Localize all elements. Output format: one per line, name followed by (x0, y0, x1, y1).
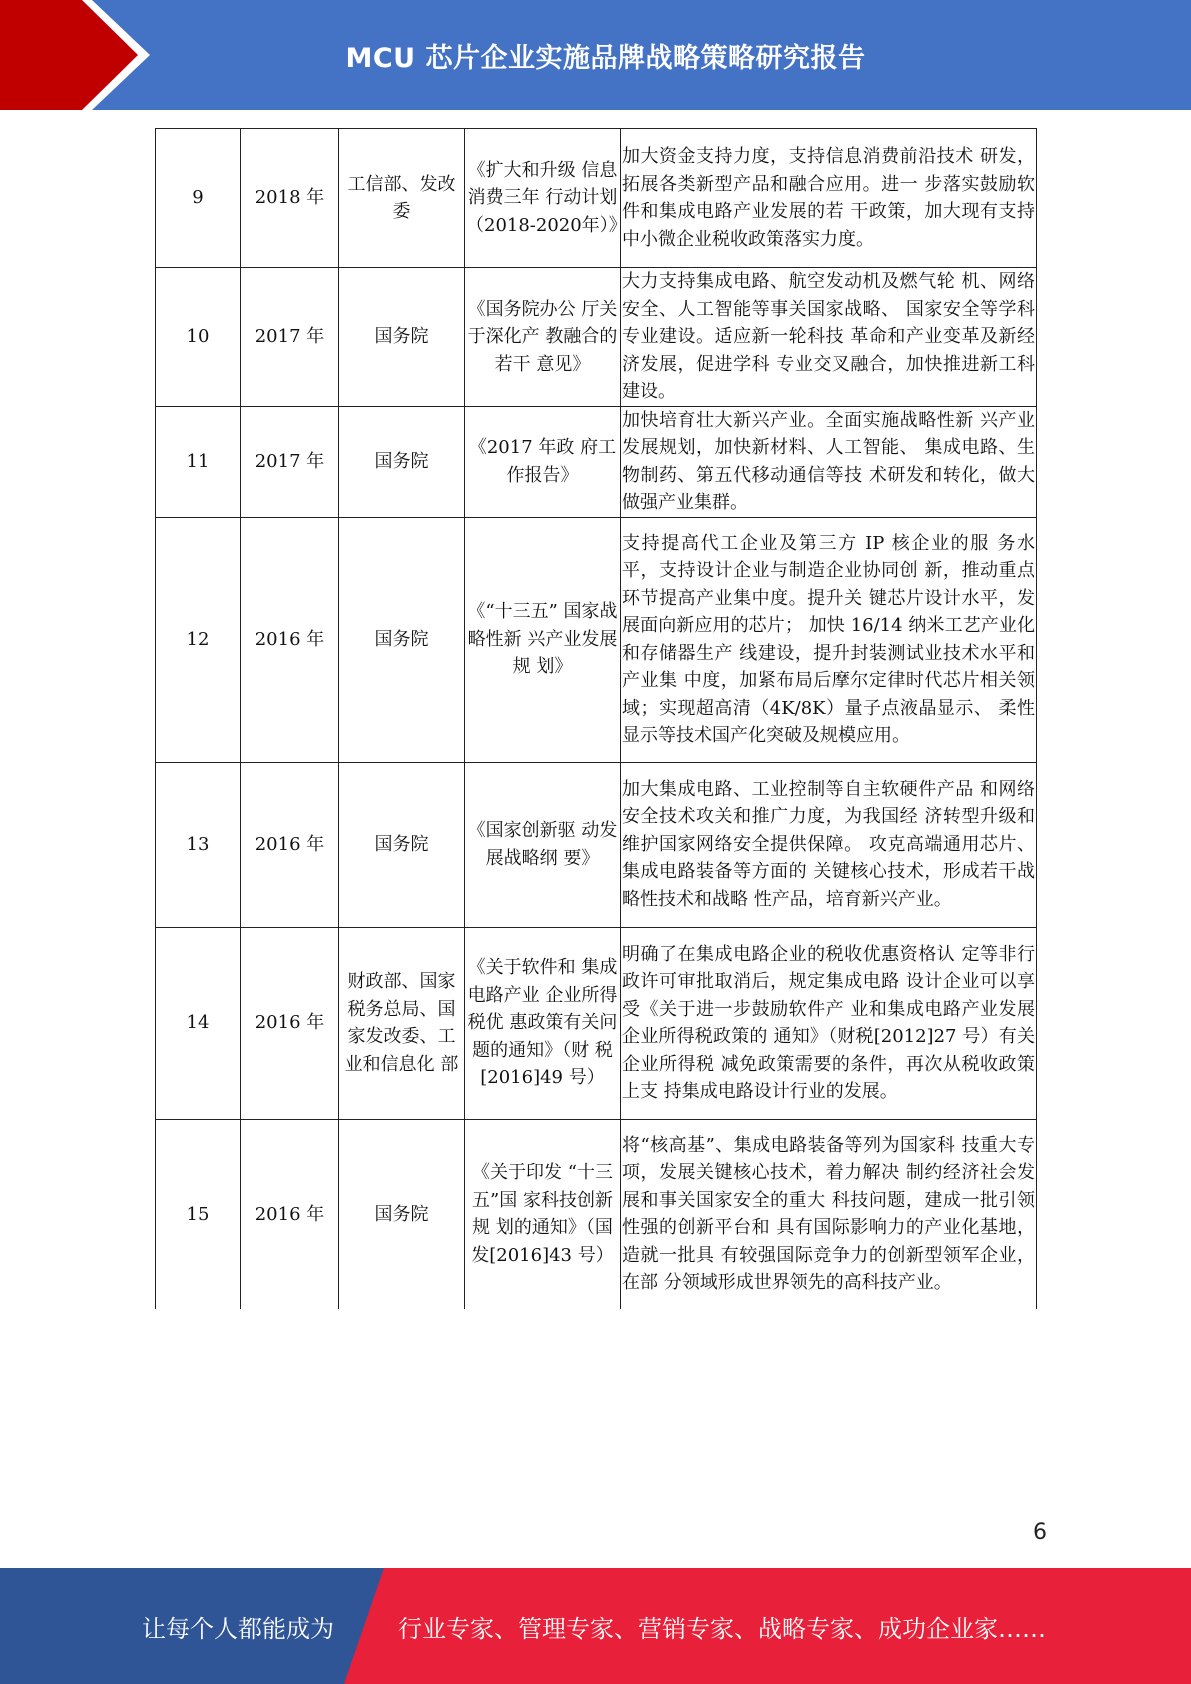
row-content: 明确了在集成电路企业的税收优惠资格认 定等非行政许可审批取消后，规定集成电路 设计企业可以享受《关于进一步鼓励软件产 业和集成电路产业发展企业所得税政策的 通知》（财税[2012]27 号）有关企业所得税 减免政策需要的条件，再次从税收政策上支 持集成电路设计行业的发展。 (621, 927, 1037, 1119)
footer-slogan-left: 让每个人都能成为 (142, 1614, 334, 1643)
row-number: 14 (156, 927, 241, 1119)
row-content: 支持提高代工企业及第三方 IP 核企业的服 务水平，支持设计企业与制造企业协同创 新，推动重点环节提高产业集中度。提升关 键芯片设计水平，发展面向新应用的芯片； 加快 16/14 纳米工艺产业化和存储器生产 线建设，提升封装测试业技术水平和产业集 中度，加紧布局后摩尔定律时代芯片相关领 域；实现超高清（4K/8K）量子点液晶显示、 柔性显示等技术国产化突破及规模应用。 (621, 517, 1037, 762)
page-footer (0, 1568, 1191, 1684)
page-header (0, 0, 1191, 110)
row-number: 9 (156, 129, 241, 268)
row-document: 《关于软件和 集成电路产业 企业所得税优 惠政策有关问 题的通知》（财 税[2016]49 号） (465, 927, 621, 1119)
row-department: 国务院 (339, 762, 465, 927)
row-document: 《2017 年政 府工作报告》 (465, 406, 621, 517)
table-row (156, 927, 1037, 1119)
table-row (156, 268, 1037, 407)
row-document: 《国家创新驱 动发展战略纲 要》 (465, 762, 621, 927)
row-content: 大力支持集成电路、航空发动机及燃气轮 机、网络安全、人工智能等事关国家战略、 国家安全等学科专业建设。适应新一轮科技 革命和产业变革及新经济发展，促进学科 专业交叉融合，加快推进新工科建设。 (621, 268, 1037, 407)
table-row (156, 517, 1037, 762)
table-row (156, 406, 1037, 517)
row-number: 11 (156, 406, 241, 517)
row-year: 2016 年 (241, 1119, 339, 1309)
row-content: 加快培育壮大新兴产业。全面实施战略性新 兴产业发展规划，加快新材料、人工智能、 集成电路、生物制药、第五代移动通信等技 术研发和转化，做大做强产业集群。 (621, 406, 1037, 517)
table-row (156, 1119, 1037, 1309)
row-department: 国务院 (339, 1119, 465, 1309)
row-department: 国务院 (339, 517, 465, 762)
row-year: 2017 年 (241, 268, 339, 407)
row-year: 2016 年 (241, 762, 339, 927)
table-row (156, 129, 1037, 268)
row-department: 工信部、发改委 (339, 129, 465, 268)
row-number: 13 (156, 762, 241, 927)
row-department: 国务院 (339, 406, 465, 517)
policy-table (155, 128, 1037, 1309)
row-year: 2016 年 (241, 927, 339, 1119)
page-number: 6 (1033, 1520, 1047, 1545)
row-year: 2018 年 (241, 129, 339, 268)
row-document: 《“十三五” 国家战略性新 兴产业发展规 划》 (465, 517, 621, 762)
table-row (156, 762, 1037, 927)
row-department: 财政部、国家税务总局、国家发改委、工业和信息化 部 (339, 927, 465, 1119)
row-year: 2017 年 (241, 406, 339, 517)
header-chevron-graphic (0, 0, 160, 110)
row-department: 国务院 (339, 268, 465, 407)
row-number: 10 (156, 268, 241, 407)
row-number: 15 (156, 1119, 241, 1309)
report-title: MCU 芯片企业实施品牌战略策略研究报告 (345, 42, 866, 74)
row-content: 加大集成电路、工业控制等自主软硬件产品 和网络安全技术攻关和推广力度，为我国经 济转型升级和维护国家网络安全提供保障。 攻克高端通用芯片、集成电路装备等方面的 关键核心技术，形成若干战略性技术和战略 性产品，培育新兴产业。 (621, 762, 1037, 927)
row-year: 2016 年 (241, 517, 339, 762)
row-document: 《扩大和升级 信息消费三年 行动计划（2018-2020年）》 (465, 129, 621, 268)
footer-slogan-right: 行业专家、管理专家、营销专家、战略专家、成功企业家…… (398, 1614, 1046, 1643)
row-document: 《国务院办公 厅关于深化产 教融合的若干 意见》 (465, 268, 621, 407)
row-content: 加大资金支持力度，支持信息消费前沿技术 研发，拓展各类新型产品和融合应用。进一 步落实鼓励软件和集成电路产业发展的若 干政策，加大现有支持中小微企业税收政策落实力度。 (621, 129, 1037, 268)
row-number: 12 (156, 517, 241, 762)
row-document: 《关于印发 “十三五”国 家科技创新规 划的通知》（国 发[2016]43 号） (465, 1119, 621, 1309)
row-content: 将“核高基”、集成电路装备等列为国家科 技重大专项，发展关键核心技术，着力解决 制约经济社会发展和事关国家安全的重大 科技问题，建成一批引领性强的创新平台和 具有国际影响力的产业化基地，造就一批具 有较强国际竞争力的创新型领军企业，在部 分领域形成世界领先的高科技产业。 (621, 1119, 1037, 1309)
